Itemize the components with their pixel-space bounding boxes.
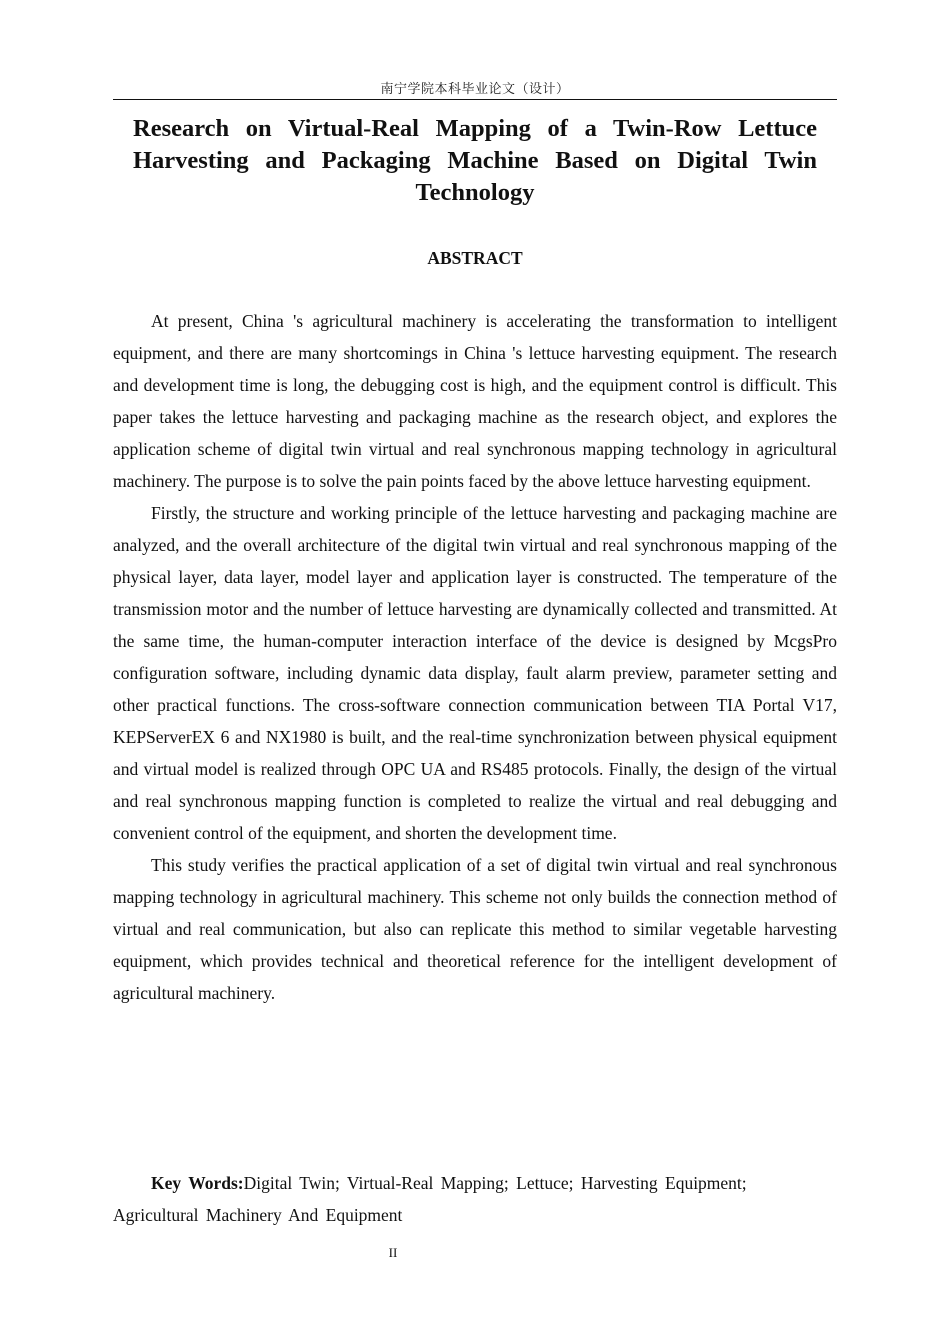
page-number: II xyxy=(388,1245,398,1260)
abstract-paragraph-1: At present, China 's agricultural machinery is accelerating the transformation to intelligent equipment, and there are many shortcomings in China 's lettuce harvesting equipment. The research and development time is long, the debugging cost is high, and the equipment control is difficult. This paper takes the lettuce harvesting and packaging machine as the research object, and explores the application scheme of digital twin virtual and real synchronous mapping technology in agricultural machinery. The purpose is to solve the pain points faced by the above lettuce harvesting equipment. xyxy=(113,311,837,491)
abstract-paragraph-2: Firstly, the structure and working principle of the lettuce harvesting and packaging machine are analyzed, and the overall architecture of the digital twin virtual and real synchronous mapping of the physical layer, data layer, model layer and application layer is constructed. The temperature of the transmission motor and the number of lettuce harvesting are dynamically collected and transmitted. At the same time, the human-computer interaction interface of the device is designed by McgsPro configuration software, including dynamic data display, fault alarm preview, parameter setting and other practical functions. The cross-software connection communication between TIA Portal V17, KEPServerEX 6 and NX1980 is built, and the real-time synchronization between physical equipment and virtual model is realized through OPC UA and RS485 protocols. Finally, the design of the virtual and real synchronous mapping function is completed to realize the virtual and real debugging and convenient control of the equipment, and shorten the development time. xyxy=(113,503,837,843)
keywords-line xyxy=(113,1167,837,1231)
abstract-paragraph-3: This study verifies the practical application of a set of digital twin virtual and real synchronous mapping technology in agricultural machinery. This scheme not only builds the connection method of virtual and real communication, but also can replicate this method to similar vegetable harvesting equipment, which provides technical and theoretical reference for the intelligent development of agricultural machinery. xyxy=(113,855,837,1003)
paper-title: Research on Virtual-Real Mapping of a Twin-Row Lettuce Harvesting and Packaging Machine Based on Digital Twin Technology xyxy=(133,115,817,206)
header-rule xyxy=(113,99,837,100)
abstract-heading: ABSTRACT xyxy=(427,248,523,268)
keywords-text: Digital Twin; Virtual-Real Mapping; Lettuce; Harvesting Equipment; Agricultural Machinery And Equipment xyxy=(113,1173,747,1225)
running-header: 南宁学院本科毕业论文（设计） xyxy=(380,82,570,97)
abstract-body xyxy=(113,305,837,1009)
keywords-label: Key Words: xyxy=(151,1173,244,1193)
